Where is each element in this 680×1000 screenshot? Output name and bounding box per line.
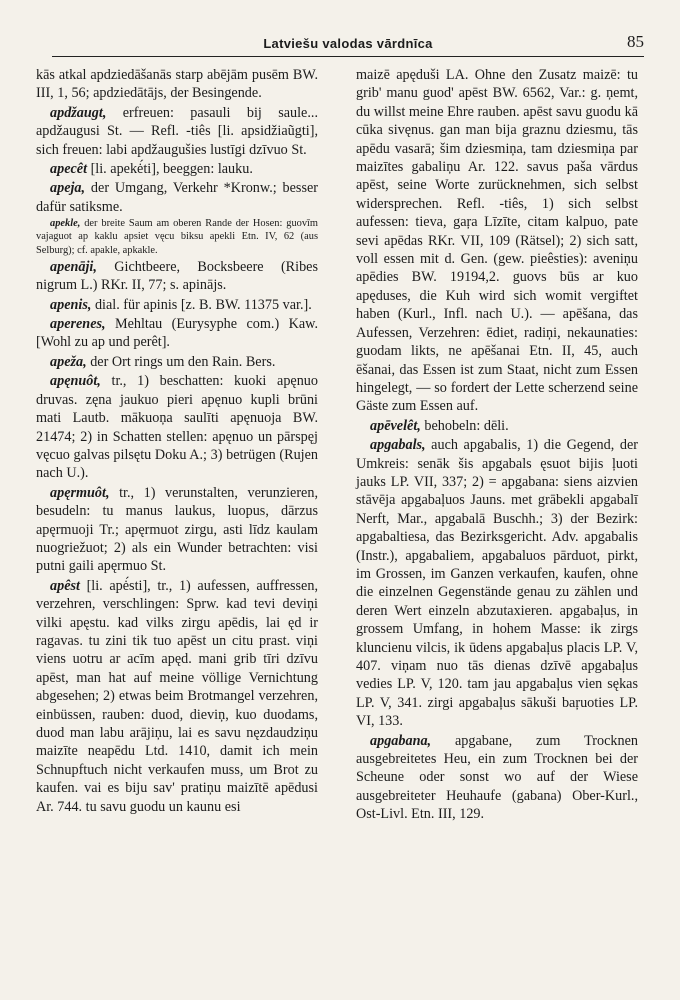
entry-text: auch apgabalis, 1) die Gegend, der Umkreis: senāk šis apgabals ęsuot bijis ļuoti jauks LP. VII, 337; 2) = apgabana: siens aizvien stāvēja apgabaļuos Jauns. met grābekli apgabalī Nerft, Mar., apgabalā Buschh.; 3) der Bezirk: apgabaltiesa, das Bezirksgericht. Adv. apgabalis (Instr.), apgabaliem, apgabaluos pārduot, pirkt, im Grossen, im Ganzen verkaufen, kaufen, ohne die einzelnen Gegenstände genau zu zählen und deren Wert einzeln abzutaxieren. apgabaļus, in grossem Umfang, in hohem Masse: ik zirgs kluncienu vilcis, ik ūdens apgabaļus placis LP. V, 407. viņam nuo tās dienas dzīvē apgabaļus vedies LP. V, 120. tam jau apgabaļus vien sękas LP. V, 341. zirgi apgabaļus sākuši baŗuoties LP. VI, 133. [356, 437, 638, 730]
left-column [36, 66, 318, 817]
entry-headword: apenis, [50, 296, 92, 313]
dictionary-entry [36, 315, 318, 352]
dictionary-entry [36, 160, 318, 178]
entry-headword: apeža, [50, 353, 87, 370]
entry-headword: apecêt [50, 161, 88, 178]
entry-text: der Ort rings um den Rain. Bers. [86, 353, 276, 370]
dictionary-entry [356, 732, 638, 824]
entry-text: kās atkal apdziedāšanās starp abējām pusēm BW. III, 1, 56; apdziedātājs, der Besingende. [36, 67, 318, 102]
entry-text: [li. apė́sti], tr., 1) aufessen, auffressen, verzehren, verschlingen: Sprw. kad tevi deviņi vilki apęstu. kad vilks zirgu apēdis, lai ęd ir ragavas. tu zini tik tuo apēst un citu prast. viņi viens uotru ar acīm apęd. mani grib tīri dzīvu apēst, man hat auf meine völlige Vernichtung abgesehen; 2) etwas beim Brotmangel verzehren, einbüssen, rauben: duod, dieviņ, kuo duodams, duod man labu arājiņu, lai es savu nęzdaudziņu maizīte neapēdu Ltd. 1410, damit ich mein Schnupftuch nicht verkaufen muss, um Brot zu kaufen. vai es biju sav' pratiņu maizītē apēdusi Ar. 744. tu savu guodu un kaunu esi [36, 577, 318, 815]
dictionary-entry [36, 104, 318, 159]
entry-text: apgabane, zum Trocknen ausgebreitetes Heu, ein zum Trocknen bei der Scheune oder sonst wo auf der Wiese ausgebreiteter Heuhaufe (gabana) Ober-Kurl., Ost-Livl. Etn. III, 129. [356, 732, 638, 823]
entry-headword: aperenes, [50, 316, 106, 333]
entry-text: Mehltau (Eurysyphe com.) Kaw. [Wohl zu ap und perêt]. [36, 316, 318, 351]
entry-text: maizē apęduši LA. Ohne den Zusatz maizē: tu grib' manu guod' apēst BW. 6562, Var.: g. ņemt, du willst meine Ehre rauben. apēst savu guodu kā cūka sivęnus. gan man bija graznu dziesmu, tās apēdu vasarā; šim dziesmiņa, tam dziesmiņa par maizītes gabaliņu Ar. 122. savus paša vārdus apēst, seine Worte zurücknehmen, sich selbst widersprechen. Refl. -tiês, 1) sich selbst aufessen: tieva, gaŗa Līzīte, citam kalpuo, pate sevi apēdas RKr. VII, 109 (Rätsel); 2) sich satt, voll essen mit d. Gen. (gew. pieêsties): aveniņu apēdies BW. 19194,2. guovs būs ar kuo apęduses, die Kuh wird sich womit vergiftet haben (Kurl., Infl. nach U.). — apēšana, das Aufessen, Verzehren: ēdiet, radiņi, nekaunaties: guodam likts, ne apēšanai Etn. II, 45, auch ēšanai, das Essen ist zum Staat, nicht zum Essen hingelegt, — so fordert der Lette scherzend seine Gäste zum Essen auf. [356, 67, 638, 415]
entry-text: [li. apekė́ti], beeggen: lauku. [87, 161, 253, 178]
dictionary-entry [36, 296, 318, 314]
dictionary-entry [356, 417, 638, 435]
entry-headword: apeja, [50, 180, 86, 197]
dictionary-entry [36, 577, 318, 816]
dictionary-entry [36, 353, 318, 371]
dictionary-entry [356, 436, 638, 731]
dictionary-entry [36, 372, 318, 482]
dictionary-entry [36, 179, 318, 216]
entry-headword: apęrmuôt, [50, 484, 110, 501]
dictionary-entry [36, 258, 318, 295]
entry-headword: apêst [50, 577, 80, 594]
dictionary-entry [36, 484, 318, 576]
entry-text: der breite Saum am oberen Rande der Hosen: guovīm vajaguot ap kaklu apsiet vęcu biksu apekli Etn. IV, 62 (aus Selburg); cf. apakle, apkakle. [36, 218, 318, 256]
dictionary-entry [356, 66, 638, 416]
entry-text: tr., 1) verunstalten, verunzieren, besudeln: tu manus laukus, luopus, dārzus apęrmuoji Tr.; apęrmuot zirgu, asti līdz kaulam nuogriežuot; 2) als ein Wunder betrachten: visi putni gaili apęrmuo St. [36, 484, 318, 575]
entry-text: tr., 1) beschatten: kuoki apęnuo druvas. zęna jaukuo pieri apęnuo kupli brūni mati Lautb. mākuoņa saulīti apęnuoja BW. 21474; 2) in Schatten stellen: apęnuo un pārspęj vęcuo galvas pilsętu Doku A.; 3) betrügen (Rujen nach U.). [36, 373, 318, 482]
dictionary-entry [36, 217, 318, 257]
right-column [356, 66, 638, 825]
entry-headword: apgabana, [370, 732, 432, 749]
page-number: 85 [627, 32, 644, 51]
entry-text: behobeln: dēli. [420, 417, 509, 434]
entry-text: erfreuen: pasauli bij saule... apdžaugusi St. — Refl. -tiês [li. apsidžiaũgti], sich freuen: labi apdžaugušies lustīgi dzīvuo St. [36, 104, 318, 158]
entry-headword: apgabals, [370, 437, 426, 454]
entry-headword: apenāji, [50, 258, 97, 275]
entry-headword: apekle, [50, 218, 81, 230]
page-header [52, 34, 644, 57]
dictionary-entry [36, 66, 318, 103]
entry-text: dial. für apinis [z. B. BW. 11375 var.]. [91, 296, 312, 313]
entry-headword: apęnuôt, [50, 373, 101, 390]
entry-text: Gichtbeere, Bocksbeere (Ribes nigrum L.) RKr. II, 77; s. apinājs. [36, 258, 318, 294]
running-title: Latviešu valodas vārdnīca [263, 36, 433, 51]
entry-headword: apēvelêt, [370, 417, 421, 434]
entry-headword: apdžaugt, [50, 104, 107, 121]
entry-text: der Umgang, Verkehr *Kronw.; besser dafür satiksme. [36, 180, 318, 215]
